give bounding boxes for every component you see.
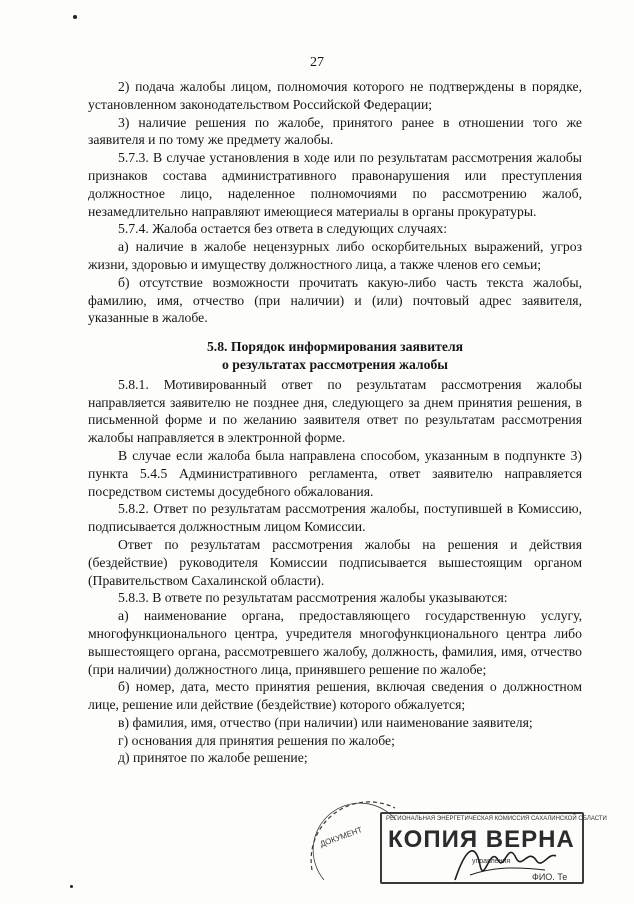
stamp-organization: РЕГИОНАЛЬНАЯ ЭНЕРГЕТИЧЕСКАЯ КОМИССИЯ САХАЛИНСКОЙ ОБЛАСТИ — [386, 816, 607, 822]
paragraph: г) основания для принятия решения по жалобе; — [118, 732, 395, 748]
paragraph: 2) подача жалобы лицом, полномочия которого не подтверждены в порядке, установленном законодательством Российской Федерации; — [88, 79, 582, 112]
scan-speck — [70, 885, 73, 888]
page-number: 27 — [310, 55, 324, 70]
certification-stamp — [300, 800, 607, 896]
scan-speck — [73, 15, 77, 19]
stamp-subtitle: управления — [472, 858, 511, 865]
paragraph: 5.8.2. Ответ по результатам рассмотрения жалобы, поступившей в Комиссию, подписывается должностным лицом Комиссии. — [88, 501, 582, 535]
paragraph: б) отсутствие возможности прочитать какую-либо часть текста жалобы, фамилию, имя, отчество (при наличии) и (или) почтовый адрес заявителя, указанные в жалобе. — [88, 274, 582, 326]
paragraph: 5.8.3. В ответе по результатам рассмотрения жалобы указываются: — [118, 590, 508, 606]
paragraph: Ответ по результатам рассмотрения жалобы на решения и действия (бездействие) руководителя Комиссии подписывается вышестоящим органом (Правительством Сахалинской области). — [88, 536, 582, 588]
round-seal-text: ДОКУМЕНТ — [318, 825, 364, 849]
paragraph: 5.8.1. Мотивированный ответ по результатам рассмотрения жалобы направляется заявителю не позднее дня, следующего за днем принятия решения, в письменной форме и по желанию заявителя ответ по результатам рассмотрения жалобы направляется в электронной форме. — [88, 376, 582, 446]
document-body — [88, 78, 582, 767]
paragraph: В случае если жалоба была направлена способом, указанным в подпункте 3) пункта 5.4.5 Административного регламента, ответ заявителю направляется посредством системы досудебного обжалования. — [88, 447, 582, 499]
paragraph: 5.7.4. Жалоба остается без ответа в следующих случаях: — [118, 221, 448, 237]
paragraph: б) номер, дата, место принятия решения, включая сведения о должностном лице, решение или действие (бездействие) которого обжалуется; — [88, 679, 582, 713]
stamp-fio: ФИО. Те — [532, 872, 568, 882]
section-heading-line: о результатах рассмотрения жалобы — [222, 356, 448, 372]
signature-icon — [450, 830, 560, 890]
paragraph: 5.7.3. В случае установления в ходе или по результатам рассмотрения жалобы признаков состава административного правонарушения или преступления должностное лицо, наделенное полномочиями по рассмотрению жалоб, незамедлительно направляют имеющиеся материалы в органы прокуратуры. — [88, 150, 582, 219]
paragraph: в) фамилия, имя, отчество (при наличии) или наименование заявителя; — [118, 714, 533, 730]
paragraph: 3) наличие решения по жалобе, принятого ранее в отношении того же заявителя и по тому же предмету жалобы. — [88, 114, 582, 148]
paragraph: а) наименование органа, предоставляющего государственную услугу, многофункционального центра, учредителя многофункционального центра либо вышестоящего органа, рассмотревшего жалобу, должность, фамилия, имя, отчество (при наличии) должностного лица, принявшего решение по жалобе; — [88, 608, 582, 677]
paragraph: а) наличие в жалобе нецензурных либо оскорбительных выражений, угроз жизни, здоровью и имуществу должностного лица, а также членов его семьи; — [88, 239, 582, 272]
section-heading-line: 5.8. Порядок информирования заявителя — [206, 339, 464, 355]
stamp-title: КОПИЯ ВЕРНА — [388, 826, 575, 853]
section-heading — [88, 338, 582, 374]
paragraph: д) принятое по жалобе решение; — [118, 750, 308, 766]
